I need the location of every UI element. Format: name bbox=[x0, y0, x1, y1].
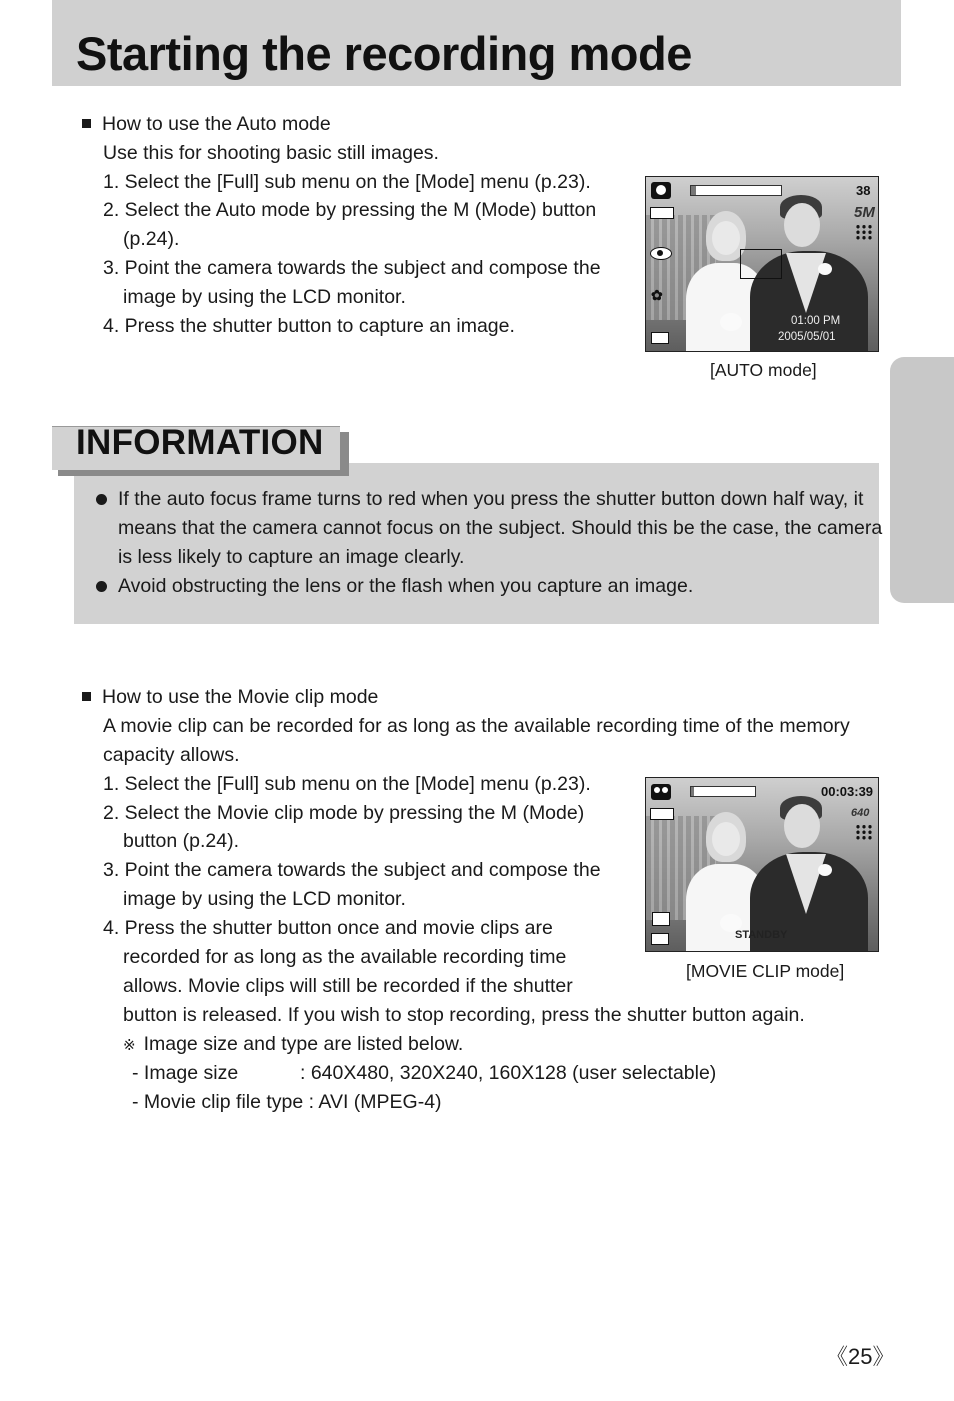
movie-step-3: 3. Point the camera towards the subject and compose the bbox=[103, 859, 601, 881]
quality-grid-icon bbox=[855, 824, 873, 840]
image-size-value: : 640X480, 320X240, 160X128 (user selectable) bbox=[300, 1062, 717, 1084]
eye-icon bbox=[650, 247, 672, 260]
af-frame bbox=[740, 249, 782, 279]
memory-bar bbox=[690, 786, 756, 797]
page-number: 《25》 bbox=[826, 1344, 895, 1369]
size-badge: 640 bbox=[851, 807, 870, 819]
lcd-time: 01:00 PM bbox=[791, 315, 841, 327]
macro-af-icon: ✿ bbox=[651, 287, 663, 303]
memory-bar bbox=[690, 185, 782, 196]
auto-step-3: 3. Point the camera towards the subject and compose the bbox=[103, 257, 601, 279]
page-title: Starting the recording mode bbox=[76, 27, 692, 80]
movie-intro: A movie clip can be recorded for as long as the available recording time of the memory bbox=[103, 715, 850, 737]
stabilizer-icon bbox=[652, 912, 670, 926]
auto-step-1: 1. Select the [Full] sub menu on the [Mode] menu (p.23). bbox=[103, 171, 591, 193]
square-bullet-icon bbox=[82, 119, 91, 128]
movie-heading: How to use the Movie clip mode bbox=[82, 683, 378, 712]
card-icon bbox=[651, 933, 669, 945]
movie-note: ※ Image size and type are listed below. bbox=[123, 1033, 464, 1055]
quality-grid-icon bbox=[855, 224, 873, 240]
auto-heading: How to use the Auto mode bbox=[82, 110, 331, 139]
movie-step-2: 2. Select the Movie clip mode by pressing the M (Mode) bbox=[103, 802, 585, 824]
shots-left: 38 bbox=[856, 183, 871, 198]
card-icon bbox=[651, 332, 669, 344]
auto-step-3-cont: image by using the LCD monitor. bbox=[123, 286, 406, 308]
information-tab bbox=[52, 423, 340, 470]
movie-step-4-cont-1: recorded for as long as the available recording time bbox=[123, 946, 567, 968]
title-bar bbox=[52, 0, 901, 86]
auto-intro: Use this for shooting basic still images. bbox=[103, 142, 439, 164]
information-title: INFORMATION bbox=[76, 423, 324, 462]
file-type-line: - Movie clip file type : AVI (MPEG-4) bbox=[132, 1091, 442, 1113]
auto-step-4: 4. Press the shutter button to capture an image. bbox=[103, 315, 515, 337]
info-bullet-1: If the auto focus frame turns to red when you press the shutter button down half way, it bbox=[96, 485, 863, 514]
camera-icon bbox=[651, 182, 671, 199]
movie-step-4-cont-2: allows. Movie clips will still be recorded if the shutter bbox=[123, 975, 573, 997]
standby-status: STANDBY bbox=[735, 929, 788, 941]
auto-step-2-cont: (p.24). bbox=[123, 228, 180, 250]
info-bullet-1-line-3: is less likely to capture an image clearly. bbox=[118, 546, 465, 568]
info-bullet-1-line-2: means that the camera cannot focus on the subject. Should this be the case, the camera bbox=[118, 517, 883, 539]
movie-step-1: 1. Select the [Full] sub menu on the [Mode] menu (p.23). bbox=[103, 773, 591, 795]
note-symbol: ※ bbox=[123, 1037, 136, 1054]
resolution-badge: 5M bbox=[854, 204, 875, 221]
movie-step-4: 4. Press the shutter button once and movie clips are bbox=[103, 917, 553, 939]
auto-step-2: 2. Select the Auto mode by pressing the M (Mode) button bbox=[103, 199, 597, 221]
movie-mode-caption: [MOVIE CLIP mode] bbox=[686, 961, 845, 981]
movie-mode-lcd bbox=[645, 777, 879, 952]
square-bullet-icon bbox=[82, 692, 91, 701]
dot-bullet-icon bbox=[96, 581, 107, 592]
side-tab bbox=[890, 357, 954, 603]
movie-step-4-cont-3: button is released. If you wish to stop recording, press the shutter button again. bbox=[123, 1004, 805, 1026]
dot-bullet-icon bbox=[96, 494, 107, 505]
battery-icon bbox=[650, 207, 674, 219]
lcd-date: 2005/05/01 bbox=[778, 331, 836, 343]
movie-step-2-cont: button (p.24). bbox=[123, 830, 239, 852]
info-bullet-2: Avoid obstructing the lens or the flash when you capture an image. bbox=[96, 572, 693, 601]
auto-mode-lcd bbox=[645, 176, 879, 352]
movie-intro-cont: capacity allows. bbox=[103, 744, 240, 766]
movie-camera-icon bbox=[651, 784, 671, 800]
rec-time: 00:03:39 bbox=[821, 784, 874, 799]
information-box bbox=[74, 463, 883, 624]
image-size-label: - Image size bbox=[132, 1062, 239, 1084]
movie-step-3-cont: image by using the LCD monitor. bbox=[123, 888, 406, 910]
auto-mode-caption: [AUTO mode] bbox=[710, 360, 817, 380]
battery-icon bbox=[650, 808, 674, 820]
